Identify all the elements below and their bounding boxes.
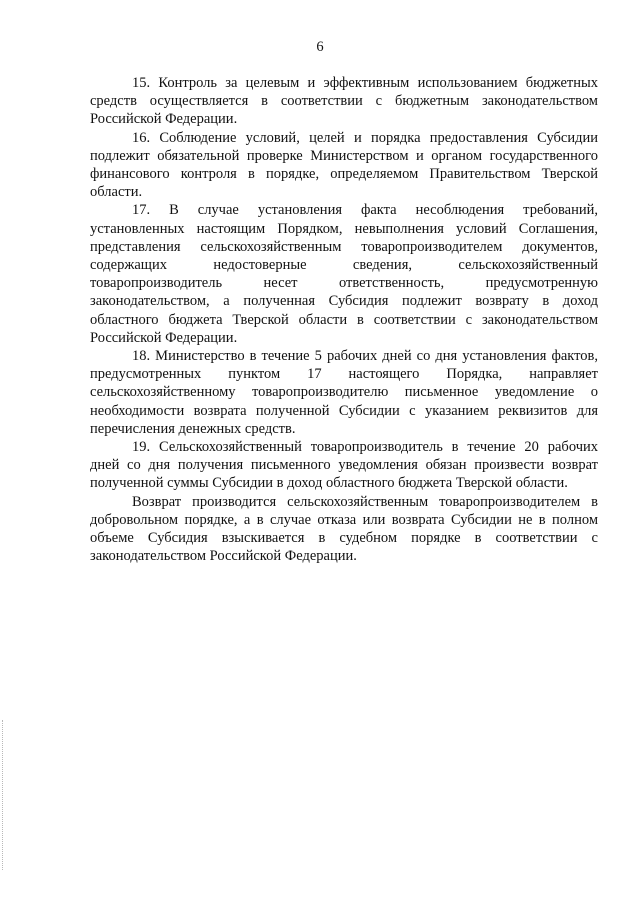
document-body <box>90 74 598 565</box>
page-number: 6 <box>316 39 324 55</box>
paragraph-19-continuation: Возврат производится сельскохозяйственным товаропроизводителем в добровольном порядке, а в случае отказа или возврата Субсидии не в полном объеме Субсидия взыскивается в судебном порядке в соответствии с законодательством Российской Федерации. <box>90 493 598 565</box>
paragraph-18: 18. Министерство в течение 5 рабочих дней со дня установления фактов, предусмотренных пунктом 17 настоящего Порядка, направляет сельскохозяйственному товаропроизводителю письменное уведомление о необходимости возврата полученной Субсидии с указанием реквизитов для перечисления денежных средств. <box>90 348 598 437</box>
scan-edge-mark <box>2 720 5 870</box>
paragraph-17: 17. В случае установления факта несоблюдения требований, установленных настоящим Порядком, невыполнения условий Соглашения, представления сельскохозяйственным товаропроизводителем документов, содержащих недостоверные сведения, сельскохозяйственный товаропроизводитель несет ответственность, предусмотренную законодательством, а полученная Субсидия подлежит возврату в доход областного бюджета Тверской области в соответствии с законодательством Российской Федерации. <box>90 202 598 346</box>
paragraph-16: 16. Соблюдение условий, целей и порядка предоставления Субсидии подлежит обязательной проверке Министерством и органом государственного финансового контроля в порядке, определяемом Правительством Тверской области. <box>90 129 598 201</box>
paragraph-15: 15. Контроль за целевым и эффективным использованием бюджетных средств осуществляется в соответствии с бюджетным законодательством Российской Федерации. <box>90 75 598 128</box>
paragraph-19: 19. Сельскохозяйственный товаропроизводитель в течение 20 рабочих дней со дня получения письменного уведомления обязан произвести возврат полученной суммы Субсидии в доход областного бюджета Тверской области. <box>90 439 598 492</box>
